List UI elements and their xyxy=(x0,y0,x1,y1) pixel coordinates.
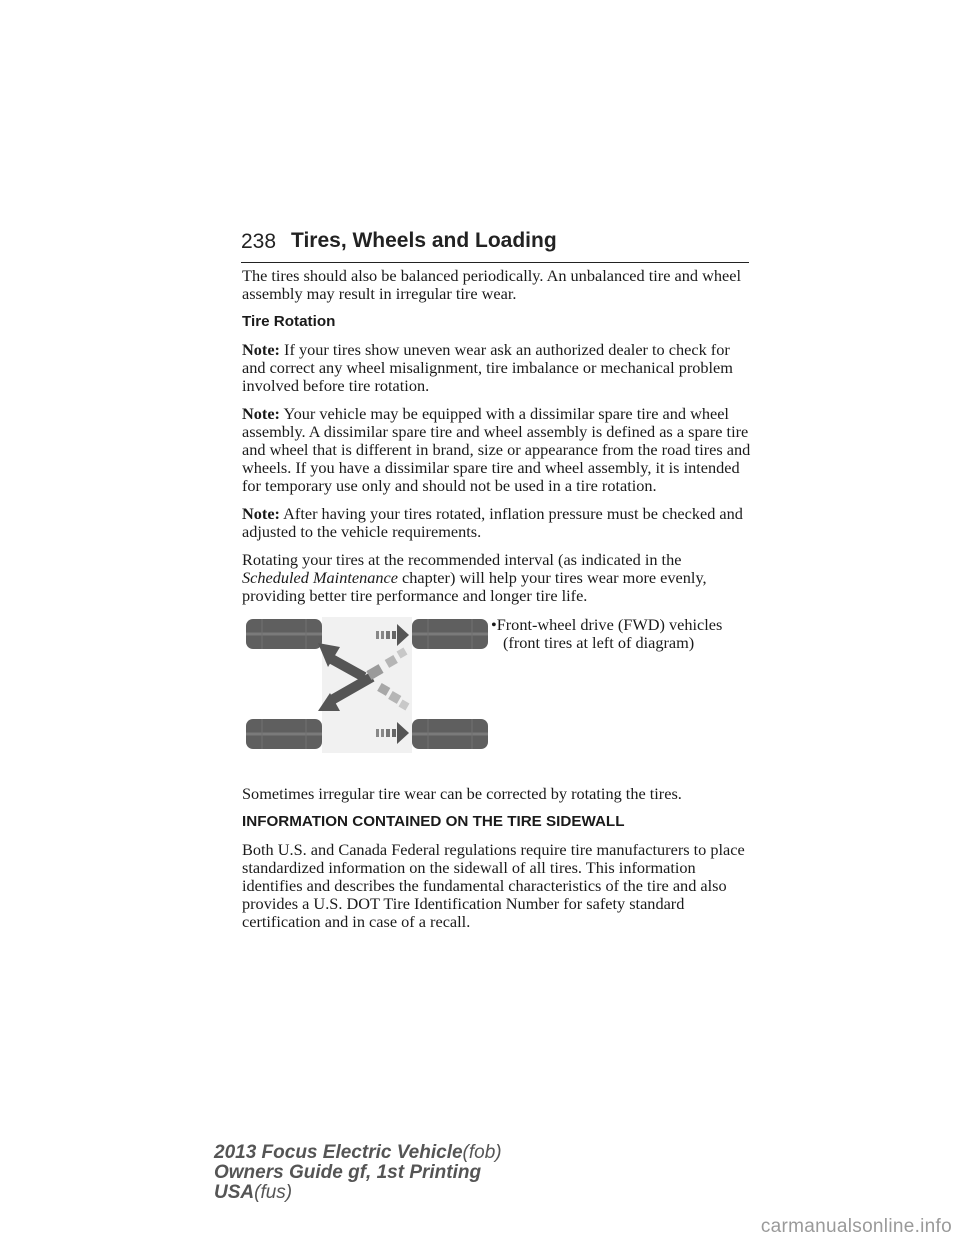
note-text: If your tires show uneven wear ask an authorized dealer to check for and correct any wheel misalignment, tire imbalance or mechanical problem involved before tire rotation. xyxy=(242,340,733,395)
footer-model-code: (fob) xyxy=(462,1142,502,1163)
fwd-bullet xyxy=(491,616,763,652)
footer-market: USA xyxy=(214,1182,255,1203)
tire-rear-right xyxy=(412,719,488,749)
rotating-text-start: Rotating your tires at the recommended interval (as indicated in the xyxy=(242,550,682,569)
chapter-title: Tires, Wheels and Loading xyxy=(291,229,557,252)
tire-rotation-diagram xyxy=(242,615,490,765)
rotating-text-end: chapter) will help your tires wear more evenly, providing better tire performance and longer tire life. xyxy=(242,568,707,605)
sidewall-heading: INFORMATION CONTAINED ON THE TIRE SIDEWALL xyxy=(242,813,625,830)
irregular-wear-paragraph: Sometimes irregular tire wear can be corrected by rotating the tires. xyxy=(242,784,682,803)
footer-guide: Owners Guide gf, 1st Printing xyxy=(214,1162,482,1183)
page-footer xyxy=(214,1143,502,1203)
sidewall-paragraph: Both U.S. and Canada Federal regulations require tire manufacturers to place standardized information on the sidewall of all tires. This information identifies and describes the fundamental characteristics of the tire and also provides a U.S. DOT Tire Identification Number for safety standard certification and in case of a recall. xyxy=(242,840,745,931)
fwd-bullet-text: Front-wheel drive (FWD) vehicles (front tires at left of diagram) xyxy=(496,615,723,652)
bullet-mark: • xyxy=(491,615,497,634)
balance-paragraph: The tires should also be balanced periodically. An unbalanced tire and wheel assembly may result in irregular tire wear. xyxy=(242,266,741,303)
note-text: After having your tires rotated, inflation pressure must be checked and adjusted to the vehicle requirements. xyxy=(242,504,743,541)
note-text: Your vehicle may be equipped with a dissimilar spare tire and wheel assembly. A dissimilar spare tire and wheel assembly is defined as a spare tire and wheel that is different in brand, size or appearance from the road tires and wheels. If you have a dissimilar spare tire and wheel assembly, it is intended for temporary use only and should not be used in a tire rotation. xyxy=(242,404,751,495)
footer-market-code: (fus) xyxy=(254,1182,293,1203)
footer-model: 2013 Focus Electric Vehicle xyxy=(214,1142,463,1163)
page-body xyxy=(242,267,752,941)
rotation-diagram-row xyxy=(242,615,752,765)
tire-front-left xyxy=(246,619,322,649)
site-watermark: carmanualsonline.info xyxy=(760,1216,952,1237)
footer-line-3 xyxy=(214,1183,502,1203)
note-label: Note: xyxy=(242,340,280,359)
tire-rotation-heading: Tire Rotation xyxy=(242,313,336,330)
footer-line-1 xyxy=(214,1143,502,1163)
page-number: 238 xyxy=(241,230,277,253)
footer-line-2 xyxy=(214,1163,502,1183)
tire-front-right xyxy=(412,619,488,649)
note-inflation xyxy=(242,505,752,541)
note-dissimilar-spare xyxy=(242,405,752,495)
note-label: Note: xyxy=(242,404,280,423)
note-uneven-wear xyxy=(242,341,752,395)
rotating-paragraph xyxy=(242,551,752,605)
page-header xyxy=(241,228,749,263)
note-label: Note: xyxy=(242,504,280,523)
tire-rear-left xyxy=(246,719,322,749)
scheduled-maintenance-reference: Scheduled Maintenance xyxy=(242,568,398,587)
